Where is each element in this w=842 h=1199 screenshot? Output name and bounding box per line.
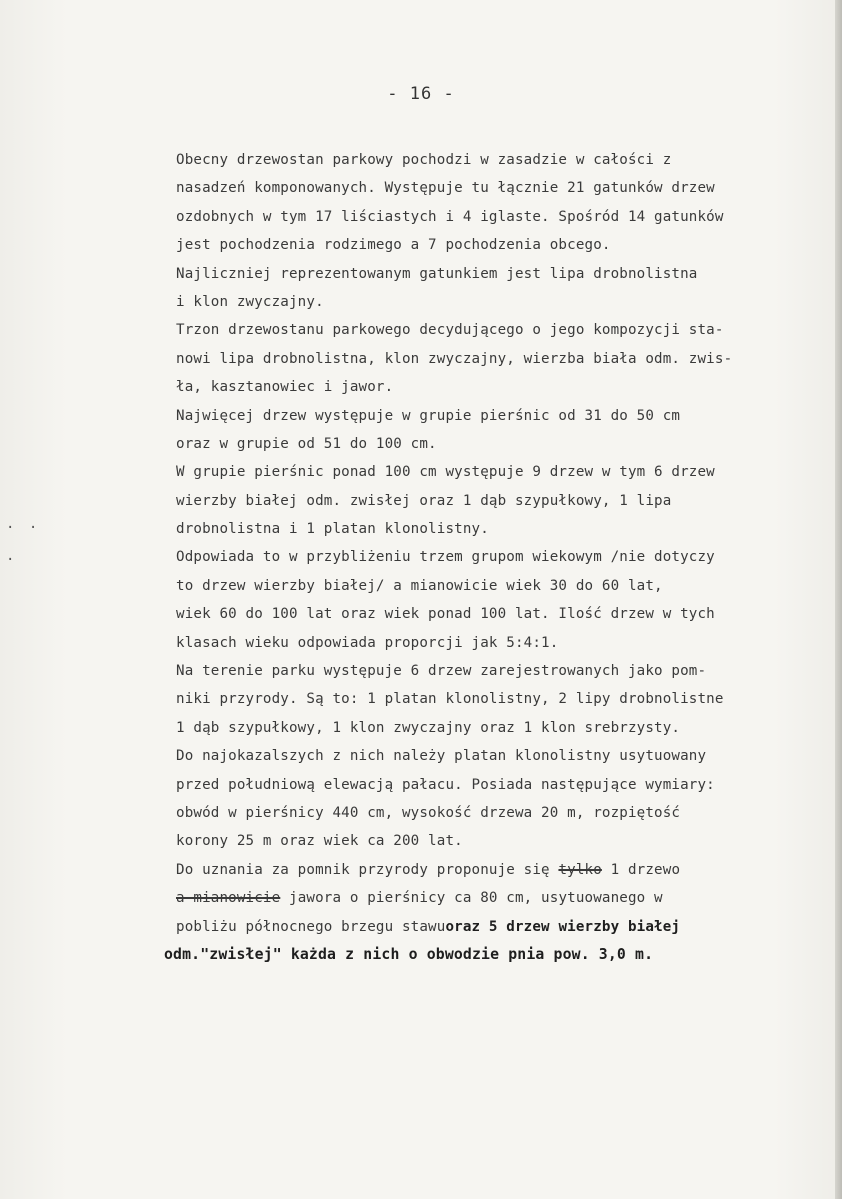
closing-line-3 — [176, 913, 828, 941]
margin-mark: · — [6, 552, 18, 568]
page-number: - 16 - — [387, 84, 455, 104]
text-line: oraz w grupie od 51 do 100 cm. — [176, 435, 437, 452]
text-line: nasadzeń komponowanych. Występuje tu łącznie 21 gatunków drzew — [176, 180, 715, 197]
text-line: Odpowiada to w przybliżeniu trzem grupom wiekowym /nie dotyczy — [176, 549, 715, 566]
margin-mark: · · — [6, 520, 41, 536]
text-line: Obecny drzewostan parkowy pochodzi w zasadzie w całości z — [176, 152, 672, 168]
text-line: niki przyrody. Są to: 1 platan klonolistny, 2 lipy drobnolistne — [176, 691, 724, 708]
text-line: wiek 60 do 100 lat oraz wiek ponad 100 lat. Ilość drzew w tych — [176, 606, 715, 623]
text-line: nowi lipa drobnolistna, klon zwyczajny, wierzba biała odm. zwis- — [176, 350, 733, 367]
text-line: W grupie pierśnic ponad 100 cm występuje 9 drzew w tym 6 drzew — [176, 464, 715, 481]
closing-text: pobliżu północnego brzegu stawu — [176, 918, 446, 935]
text-line: wierzby białej odm. zwisłej oraz 1 dąb szypułkowy, 1 lipa — [176, 492, 672, 509]
text-line: to drzew wierzby białej/ a mianowicie wiek 30 do 60 lat, — [176, 577, 663, 594]
text-line: Najwięcej drzew występuje w grupie pierśnic od 31 do 50 cm — [176, 407, 681, 424]
text-line: ozdobnych w tym 17 liściastych i 4 iglaste. Spośród 14 gatunków — [176, 208, 724, 225]
closing-line-2 — [176, 884, 828, 912]
text-line: Na terenie parku występuje 6 drzew zarejestrowanych jako pom- — [176, 663, 707, 680]
text-line: Trzon drzewostanu parkowego decydującego o jego kompozycji sta- — [176, 322, 724, 339]
added-text: oraz 5 drzew wierzby białej — [445, 918, 681, 935]
page-edge — [835, 0, 842, 1199]
text-line: obwód w pierśnicy 440 cm, wysokość drzewa 20 m, rozpiętość — [176, 804, 681, 821]
text-line: ła, kasztanowiec i jawor. — [176, 379, 394, 396]
text-line: korony 25 m oraz wiek ca 200 lat. — [176, 833, 463, 850]
closing-line-1 — [176, 856, 828, 884]
text-line: 1 dąb szypułkowy, 1 klon zwyczajny oraz 1 klon srebrzysty. — [176, 719, 681, 736]
closing-text: Do uznania za pomnik przyrody proponuje się — [176, 861, 559, 878]
text-line: przed południową elewacją pałacu. Posiada następujące wymiary: — [176, 776, 715, 793]
struck-text: tylko — [558, 861, 602, 878]
closing-line-4: odm."zwisłej" każda z nich o obwodzie pnia pow. 3,0 m. — [164, 945, 654, 963]
struck-text: a mianowicie — [176, 890, 281, 907]
text-line: drobnolistna i 1 platan klonolistny. — [176, 521, 489, 538]
text-line: klasach wieku odpowiada proporcji jak 5:4:1. — [176, 634, 559, 651]
text-line: Najliczniej reprezentowanym gatunkiem jest lipa drobnolistna — [176, 265, 698, 282]
closing-text: jawora o pierśnicy ca 80 cm, usytuowanego w — [280, 890, 663, 907]
text-line: Do najokazalszych z nich należy platan klonolistny usytuowany — [176, 748, 707, 765]
text-line: jest pochodzenia rodzimego a 7 pochodzenia obcego. — [176, 237, 611, 254]
body-text — [164, 146, 828, 969]
text-line: i klon zwyczajny. — [176, 293, 324, 310]
closing-text: 1 drzewo — [601, 861, 681, 878]
